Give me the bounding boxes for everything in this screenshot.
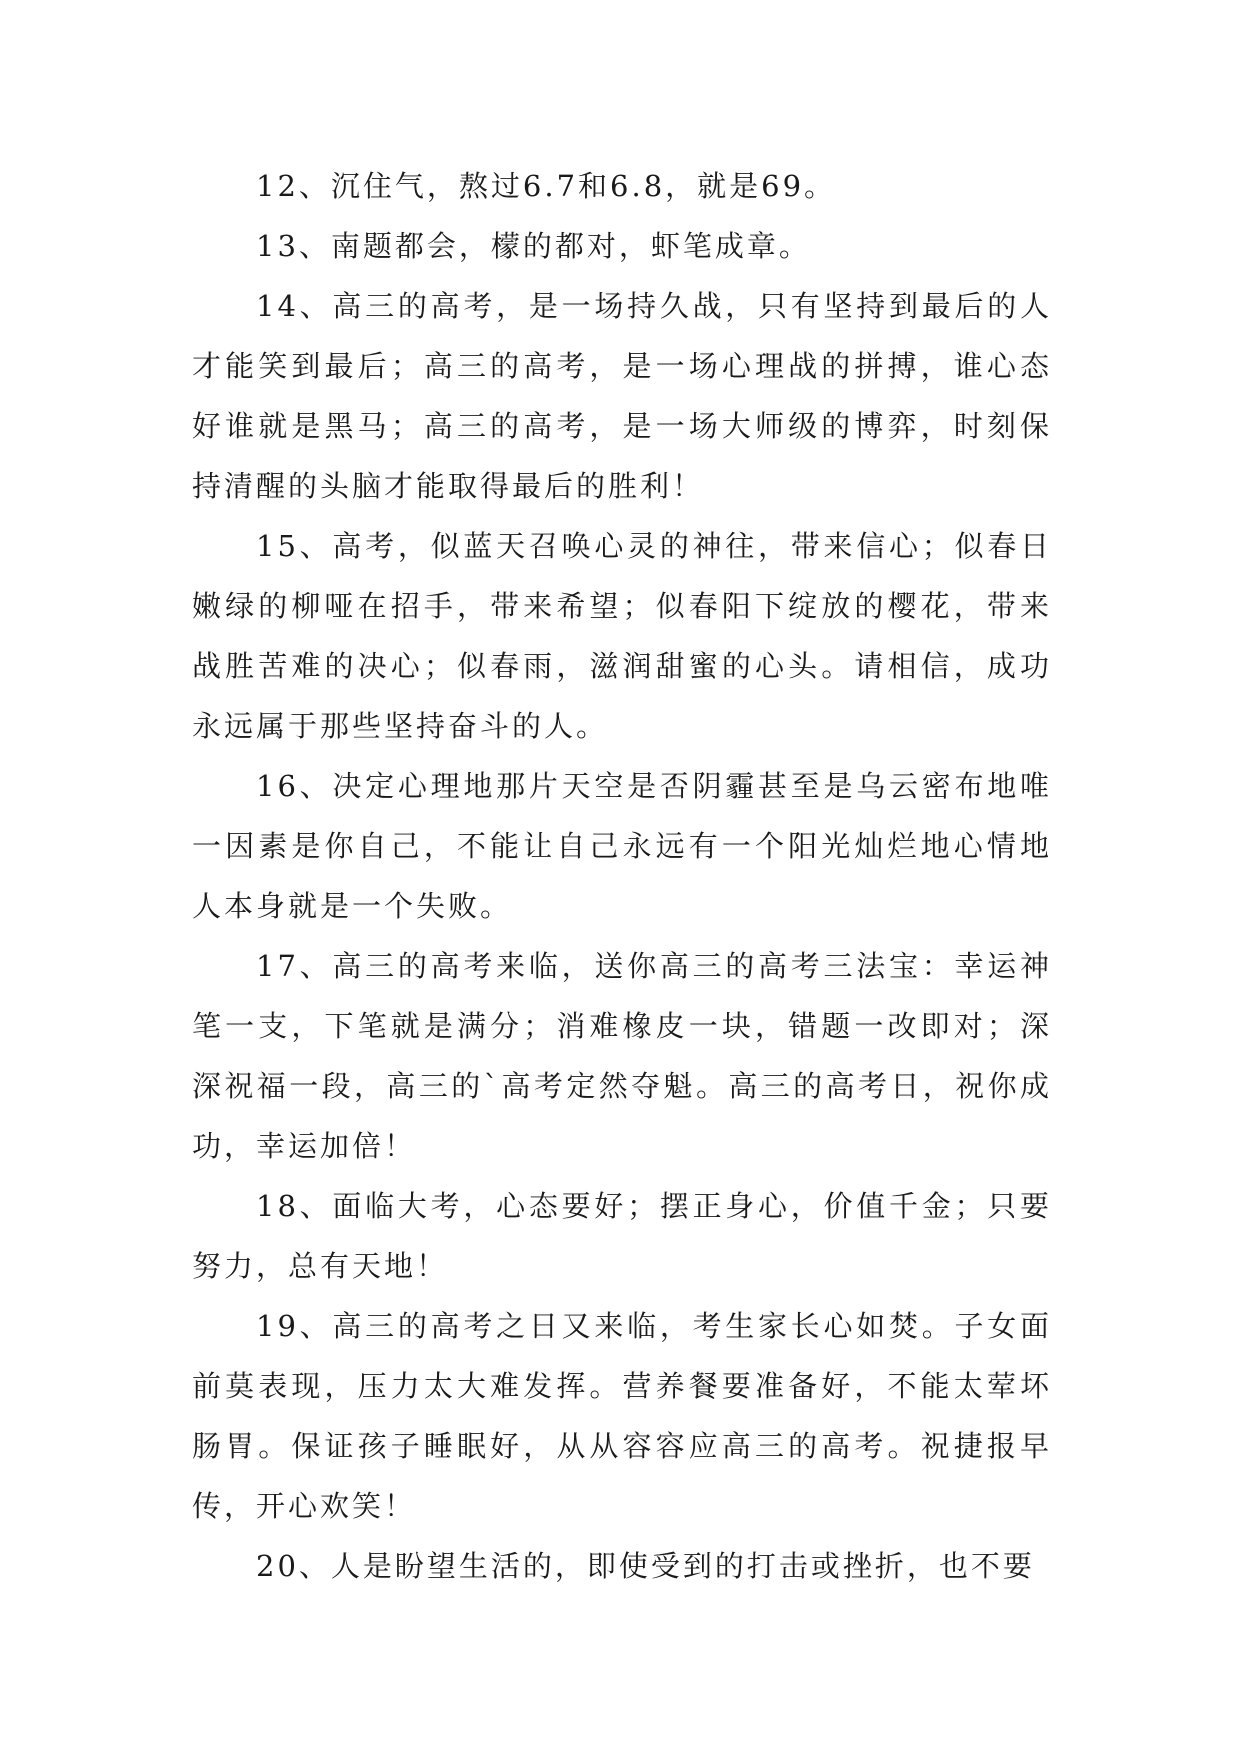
paragraph-20: 20、人是盼望生活的，即使受到的打击或挫折，也不要 bbox=[256, 1549, 1035, 1583]
paragraph-15: 15、高考，似蓝天召唤心灵的神往，带来信心；似春日嫩绿的柳哑在招手，带来希望；似春阳下绽放的樱花，带来战胜苦难的决心；似春雨，滋润甜蜜的心头。请相信，成功永远属于那些坚持奋斗的人。 bbox=[192, 529, 1052, 743]
paragraph-16: 16、决定心理地那片天空是否阴霾甚至是乌云密布地唯一因素是你自己，不能让自己永远有一个阳光灿烂地心情地人本身就是一个失败。 bbox=[192, 769, 1052, 923]
document-body bbox=[192, 156, 1052, 1596]
paragraph-14: 14、高三的高考，是一场持久战，只有坚持到最后的人才能笑到最后；高三的高考，是一场心理战的拼搏，谁心态好谁就是黑马；高三的高考，是一场大师级的博弈，时刻保持清醒的头脑才能取得最后的胜利！ bbox=[192, 289, 1052, 503]
paragraph-18: 18、面临大考，心态要好；摆正身心，价值千金；只要努力，总有天地！ bbox=[192, 1189, 1052, 1283]
paragraph-13: 13、南题都会，檬的都对，虾笔成章。 bbox=[256, 229, 811, 263]
paragraph-12: 12、沉住气，熬过6.7和6.8，就是69。 bbox=[256, 169, 837, 203]
paragraph-19: 19、高三的高考之日又来临，考生家长心如焚。子女面前莫表现，压力太大难发挥。营养餐要准备好，不能太荤坏肠胃。保证孩子睡眠好，从从容容应高三的高考。祝捷报早传，开心欢笑！ bbox=[192, 1309, 1052, 1523]
paragraph-17: 17、高三的高考来临，送你高三的高考三法宝：幸运神笔一支，下笔就是满分；消难橡皮一块，错题一改即对；深深祝福一段，高三的`高考定然夺魁。高三的高考日，祝你成功，幸运加倍！ bbox=[192, 949, 1052, 1163]
